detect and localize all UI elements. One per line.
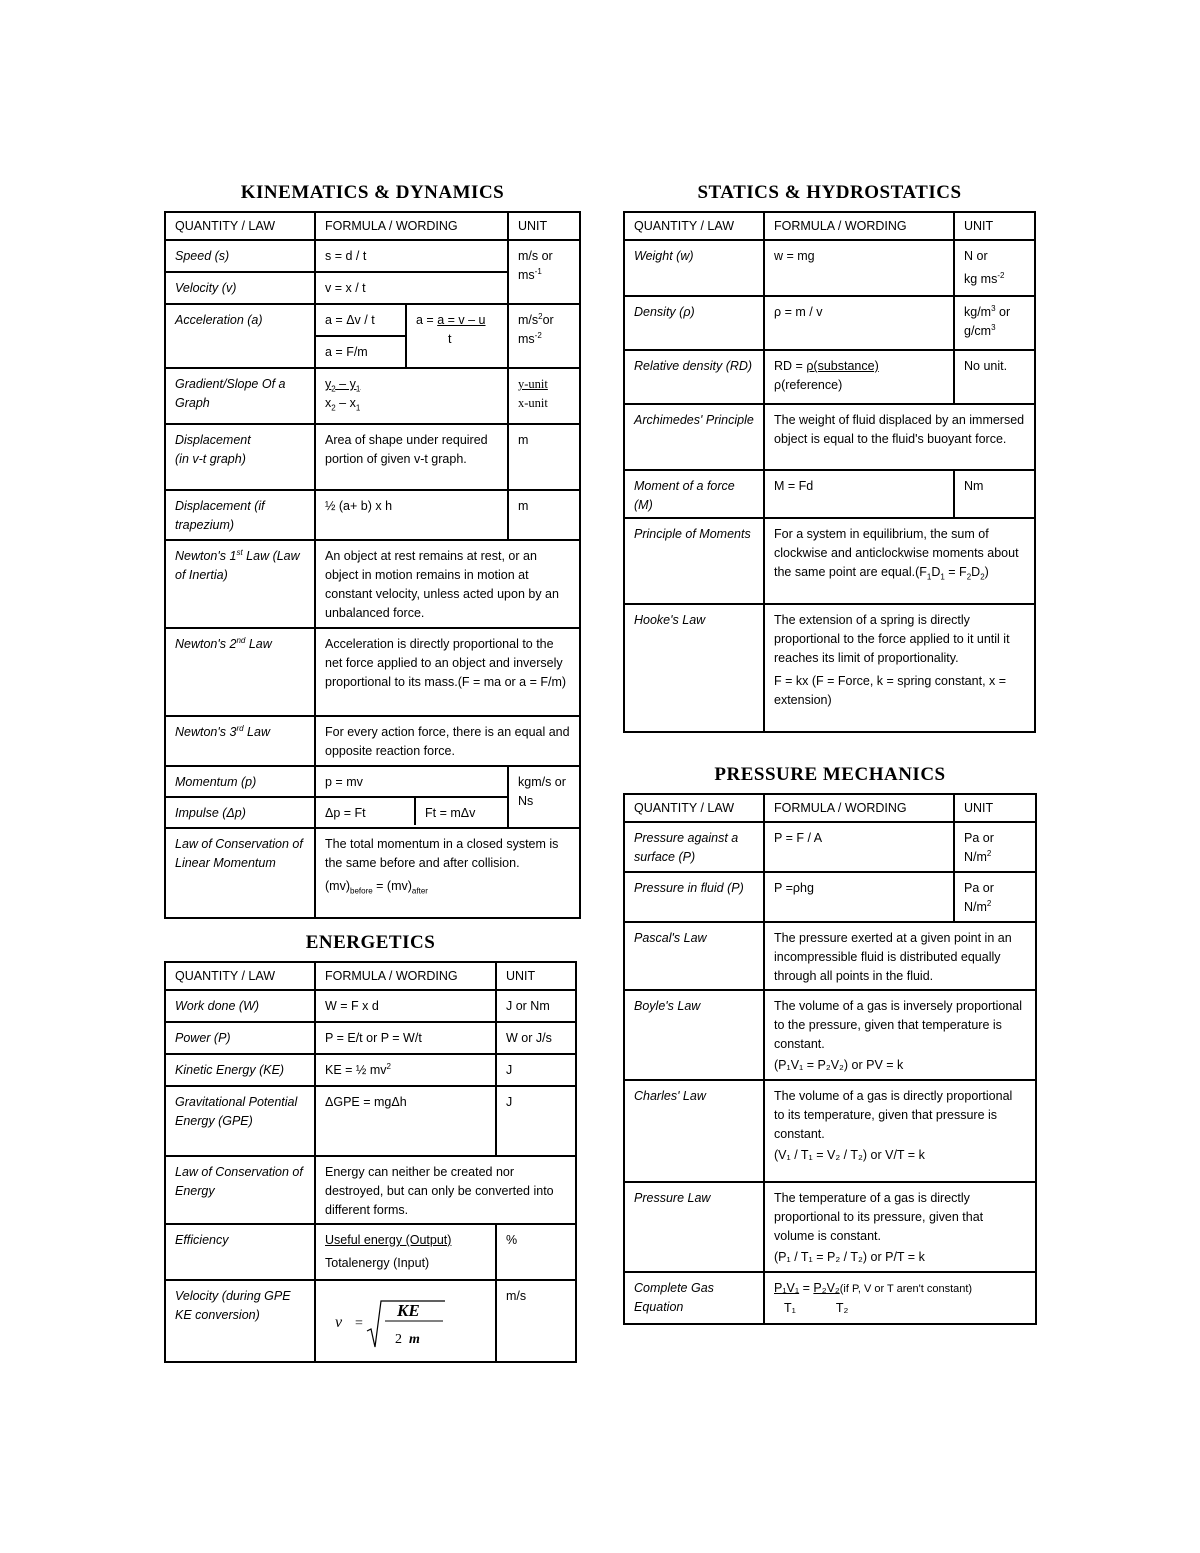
kinematics-section [164, 179, 581, 919]
formula-cell: Energy can neither be created nor destroyed, but can only be converted into different forms. [315, 1156, 576, 1224]
formula-cell: s = d / t [315, 240, 508, 272]
energetics-section [164, 929, 577, 1363]
formula-cell: Useful energy (Output) Totalenergy (Input) [315, 1224, 496, 1280]
table-row [624, 518, 1035, 604]
quantity-cell: Boyle's Law [624, 990, 764, 1080]
quantity-cell: Newton's 1st Law (Law of Inertia) [165, 540, 315, 628]
formula-cell: The volume of a gas is inversely proportional to the pressure, given that temperature is constant. (P₁V₁ = P₂V₂) or PV = k [764, 990, 1036, 1080]
table-row [624, 1182, 1036, 1272]
unit-cell: N or kg $ms^{-2}$ [954, 240, 1035, 296]
formula-cell: M = Fd [764, 470, 954, 518]
unit-cell: y-unit x-unit [508, 368, 580, 424]
quantity-cell: Work done (W) [165, 990, 315, 1022]
header-quantity: QUANTITY / LAW [165, 212, 315, 240]
table-row [165, 1054, 576, 1086]
quantity-cell: Charles' Law [624, 1080, 764, 1182]
unit-cell: m/s [496, 1280, 576, 1362]
equals-symbol: = [355, 1316, 363, 1331]
unit-cell: Pa or $N/m^2$ [954, 872, 1036, 922]
table-row [165, 424, 580, 490]
header-formula: FORMULA / WORDING [315, 212, 508, 240]
quantity-cell: Pascal's Law [624, 922, 764, 990]
table-row [165, 990, 576, 1022]
formula-cell: v = x / t [315, 272, 508, 304]
header-formula: FORMULA / WORDING [764, 794, 954, 822]
numerator: KE [397, 1301, 420, 1320]
section-title: ENERGETICS [305, 932, 436, 953]
quantity-cell: Moment of a force (M) [624, 470, 764, 518]
formula-cell: The pressure exerted at a given point in an incompressible fluid is distributed equally through all points in the fluid. [764, 922, 1036, 990]
quantity-cell: Relative density (RD) [624, 350, 764, 404]
unit-cell: No unit. [954, 350, 1035, 404]
quantity-cell: Law of Conservation of Energy [165, 1156, 315, 1224]
formula-cell: a = Δv / t [315, 304, 406, 336]
table-header-row [165, 212, 580, 240]
unit-cell: m/s or $ms^{-1}$ [508, 240, 580, 304]
unit-cell: J [496, 1086, 576, 1156]
table-row [624, 822, 1036, 872]
unit-cell: m [508, 424, 580, 490]
formula-cell: P = F / A [764, 822, 954, 872]
table-row [165, 490, 580, 540]
velocity-formula [325, 1287, 485, 1357]
unit-cell: Pa or $N/m^2$ [954, 822, 1036, 872]
table-row [624, 240, 1035, 296]
formula-cell: For a system in equilibrium, the sum of clockwise and anticlockwise moments about the same point are $equal.(F_1D_1 = F_2D_2)$ [764, 518, 1035, 604]
table-row [624, 1080, 1036, 1182]
table-row [165, 1280, 576, 1362]
table-row [165, 304, 580, 336]
formula-cell: The volume of a gas is directly proportional to its temperature, given that pressure is constant. (V₁ / T₁ = V₂ / T₂) or V/T = k [764, 1080, 1036, 1182]
formula-cell [315, 1280, 496, 1362]
header-unit: UNIT [508, 212, 580, 240]
header-unit: UNIT [954, 212, 1035, 240]
kinematics-table [164, 211, 581, 919]
formula-cell: RD = ρ(substance) ρ(reference) [764, 350, 954, 404]
impulse-formula-2: Ft = mΔv [425, 806, 476, 820]
formula-cell: a = a = v – u t [406, 304, 508, 368]
quantity-cell: Complete Gas Equation [624, 1272, 764, 1324]
quantity-cell: Archimedes' Principle [624, 404, 764, 470]
header-quantity: QUANTITY / LAW [624, 212, 764, 240]
formula-cell: W = F x d [315, 990, 496, 1022]
quantity-cell: Displacement (if trapezium) [165, 490, 315, 540]
table-row [165, 766, 580, 797]
quantity-cell: Density (ρ) [624, 296, 764, 350]
section-title: STATICS & HYDROSTATICS [697, 182, 962, 203]
energetics-table [164, 961, 577, 1363]
statics-table [623, 211, 1036, 733]
statics-section [623, 179, 1036, 733]
quantity-cell: Hooke's Law [624, 604, 764, 732]
table-row [624, 404, 1035, 470]
unit-cell: % [496, 1224, 576, 1280]
quantity-cell: Efficiency [165, 1224, 315, 1280]
v-symbol: v [335, 1314, 343, 1331]
table-row [165, 828, 580, 918]
quantity-cell: Velocity (during GPE KE conversion) [165, 1280, 315, 1362]
quantity-cell: Momentum (p) [165, 766, 315, 797]
table-row [624, 990, 1036, 1080]
table-row [624, 470, 1035, 518]
header-quantity: QUANTITY / LAW [624, 794, 764, 822]
table-row [165, 1224, 576, 1280]
pressure-table [623, 793, 1037, 1325]
pressure-section [623, 761, 1037, 1325]
unit-cell: $kg/m^3$ or $g/cm^3$ [954, 296, 1035, 350]
formula-cell: ½ (a+ b) x h [315, 490, 508, 540]
header-unit: UNIT [496, 962, 576, 990]
quantity-cell: Acceleration (a) [165, 304, 315, 368]
unit-cell: kgm/s or Ns [508, 766, 580, 828]
table-row [165, 1086, 576, 1156]
header-formula: FORMULA / WORDING [315, 962, 496, 990]
table-row [624, 296, 1035, 350]
impulse-formula-1: Δp = Ft [316, 798, 415, 825]
formula-cell: P = E/t or P = W/t [315, 1022, 496, 1054]
table-row [165, 368, 580, 424]
formula-cell: ρ = m / v [764, 296, 954, 350]
formula-cell: P =ρhg [764, 872, 954, 922]
quantity-cell: Gradient/Slope Of a Graph [165, 368, 315, 424]
denominator-number: 2 [395, 1332, 402, 1347]
quantity-cell: Gravitational Potential Energy (GPE) [165, 1086, 315, 1156]
quantity-cell: Newton's 2nd Law [165, 628, 315, 716]
formula-cell: The extension of a spring is directly proportional to the force applied to it until it reaches its limit of proportionality. F = kx (F = Force, k = spring constant, x = extension) [764, 604, 1035, 732]
table-row [165, 628, 580, 716]
table-row [624, 350, 1035, 404]
formula-cell [315, 797, 508, 828]
formula-cell: KE = ½ $mv^2$ [315, 1054, 496, 1086]
formula-cell: P₁V₁ = P₂V₂(if P, V or T aren't constant) T₁ T₂ [764, 1272, 1036, 1324]
section-title: KINEMATICS & DYNAMICS [240, 182, 505, 203]
table-row [165, 1156, 576, 1224]
quantity-cell: Velocity (v) [165, 272, 315, 304]
table-row [165, 240, 580, 272]
table-row [624, 922, 1036, 990]
formula-cell: The weight of fluid displaced by an immersed object is equal to the fluid's buoyant force. [764, 404, 1035, 470]
table-row [165, 716, 580, 766]
quantity-cell: Principle of Moments [624, 518, 764, 604]
table-row [165, 540, 580, 628]
formula-cell: a = F/m [315, 336, 406, 368]
formula-cell: The temperature of a gas is directly proportional to its pressure, given that volume is constant. (P₁ / T₁ = P₂ / T₂) or P/T = k [764, 1182, 1036, 1272]
quantity-cell: Pressure in fluid (P) [624, 872, 764, 922]
formula-cell: Acceleration is directly proportional to the net force applied to an object and inversely proportional to its mass.(F = ma or a = F/m) [315, 628, 580, 716]
quantity-cell: Newton's 3rd Law [165, 716, 315, 766]
formula-cell: The total momentum in a closed system is the same before and after collision. $(mv)_{before} = (mv)_{after}$ [315, 828, 580, 918]
table-row [624, 872, 1036, 922]
quantity-cell: Pressure Law [624, 1182, 764, 1272]
table-header-row [165, 962, 576, 990]
formula-cell: An object at rest remains at rest, or an object in motion remains in motion at constant velocity, unless acted upon by an unbalanced force. [315, 540, 580, 628]
quantity-cell: Displacement (in v-t graph) [165, 424, 315, 490]
unit-cell: $m/s^2or$ $ms^{-2}$ [508, 304, 580, 368]
unit-cell: Nm [954, 470, 1035, 518]
header-quantity: QUANTITY / LAW [165, 962, 315, 990]
table-header-row [624, 212, 1035, 240]
section-title: PRESSURE MECHANICS [714, 764, 946, 785]
formula-cell: $y_2 - y_1$ $x_2 - x_1$ [315, 368, 508, 424]
quantity-cell: Pressure against a surface (P) [624, 822, 764, 872]
quantity-cell: Law of Conservation of Linear Momentum [165, 828, 315, 918]
table-row [165, 1022, 576, 1054]
unit-cell: J [496, 1054, 576, 1086]
formula-cell: Area of shape under required portion of given v-t graph. [315, 424, 508, 490]
header-formula: FORMULA / WORDING [764, 212, 954, 240]
unit-cell: m [508, 490, 580, 540]
header-unit: UNIT [954, 794, 1036, 822]
quantity-cell: Kinetic Energy (KE) [165, 1054, 315, 1086]
table-row [624, 1272, 1036, 1324]
quantity-cell: Weight (w) [624, 240, 764, 296]
table-header-row [624, 794, 1036, 822]
table-row [624, 604, 1035, 732]
formula-cell: For every action force, there is an equal and opposite reaction force. [315, 716, 580, 766]
formula-cell: ΔGPE = mgΔh [315, 1086, 496, 1156]
quantity-cell: Speed (s) [165, 240, 315, 272]
formula-cell: w = mg [764, 240, 954, 296]
formula-cell: p = mv [315, 766, 508, 797]
denominator-symbol: m [409, 1332, 420, 1347]
unit-cell: W or J/s [496, 1022, 576, 1054]
unit-cell: J or Nm [496, 990, 576, 1022]
quantity-cell: Impulse (Δp) [165, 797, 315, 828]
quantity-cell: Power (P) [165, 1022, 315, 1054]
